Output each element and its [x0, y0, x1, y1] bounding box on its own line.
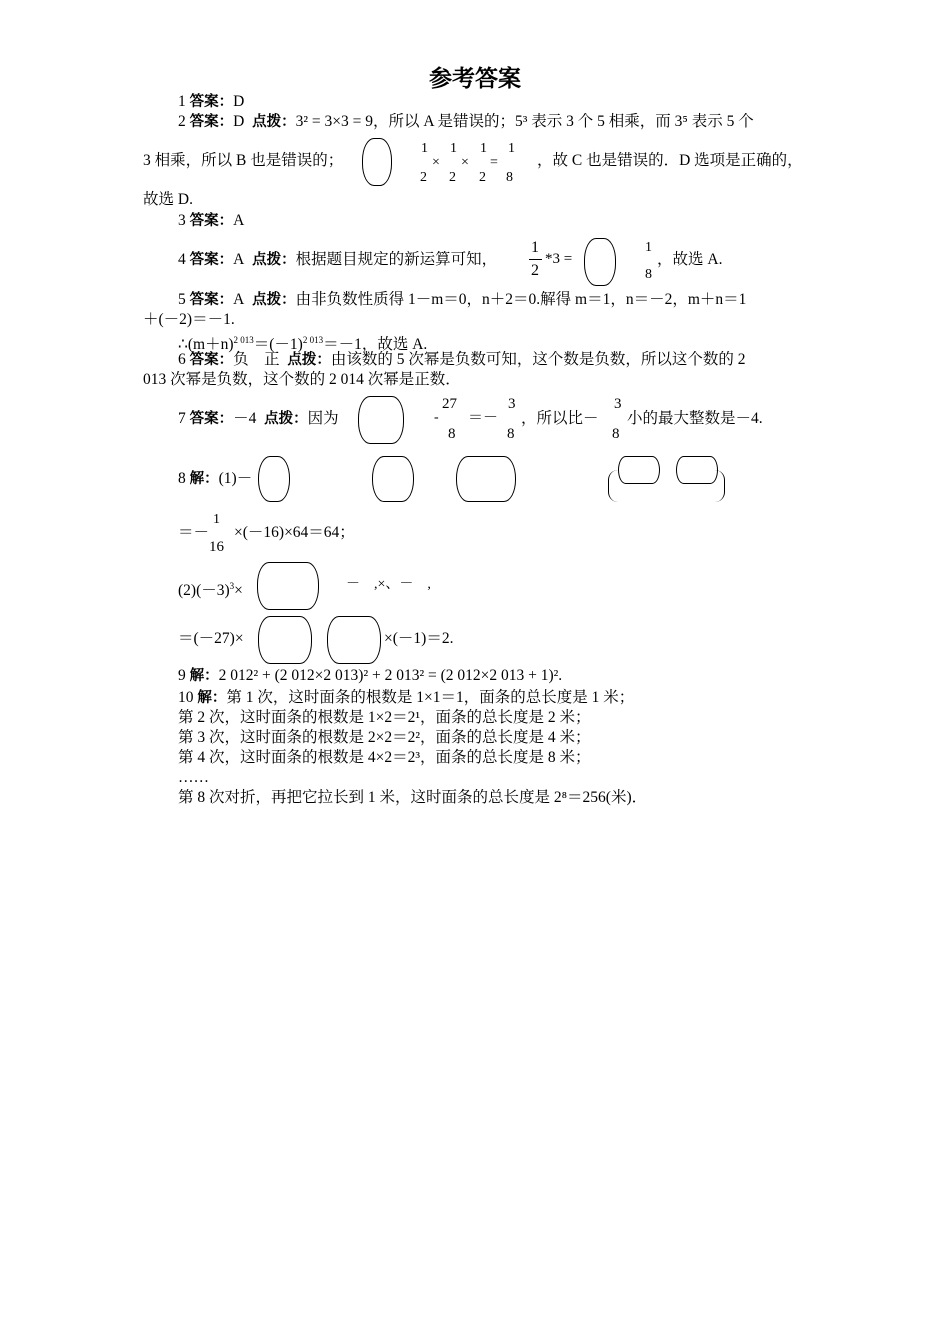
fraction-numerator: 1	[480, 141, 487, 156]
fraction-denominator: 16	[209, 539, 224, 555]
fraction-numerator: 1	[421, 141, 428, 156]
answer-5-line-2: ＋(－2)＝－1.	[143, 311, 235, 328]
answer-8-line-4b: ×(－1)＝2.	[384, 630, 454, 647]
bracket-shape	[258, 456, 290, 502]
bracket-shape	[372, 456, 414, 502]
answer-10-line-4: 第 4 次，这时面条的根数是 4×2＝2³，面条的总长度是 8 米；	[178, 749, 591, 766]
bracket-shape	[362, 138, 392, 186]
answer-3: 3 答案：A	[178, 212, 245, 229]
fraction-bar	[529, 259, 542, 260]
equals-sign: =	[490, 155, 498, 170]
answer-4-end: ，故选 A.	[657, 251, 723, 268]
answer-7-mid: ，所以比－	[521, 410, 599, 427]
times-sign: ×	[461, 155, 469, 170]
fraction-denominator: 8	[506, 170, 513, 185]
answer-1: 1 答案：D	[178, 93, 245, 110]
answer-2-line-2a: 3 相乘，所以 B 也是错误的；	[143, 152, 344, 169]
answer-10-line-3: 第 3 次，这时面条的根数是 2×2＝2²，面条的总长度是 4 米；	[178, 729, 591, 746]
answer-5-line-3: $\therefore(m+n)^{2 013}=(-1)^{2 013}=-1$，故选 A.	[178, 335, 428, 354]
fraction-numerator: 27	[442, 396, 457, 412]
answer-5-line-1: 5 答案：A 点拨：由非负数性质得 1－m＝0，n＋2＝0.解得 m＝1，n＝－2，m＋n＝1	[178, 291, 747, 308]
answer-4: 4 答案：A 点拨：根据题目规定的新运算可知，	[178, 251, 498, 268]
answer-2-line-2b: ，故 C 也是错误的．D 选项是正确的，	[537, 152, 803, 169]
answer-8-line-1: 8 解：(1)－	[178, 470, 253, 487]
answer-10-line-1: 10 解：第 1 次，这时面条的根数是 1×1＝1，面条的总长度是 1 米；	[178, 689, 635, 706]
bracket-shape	[456, 456, 516, 502]
bracket-shape	[257, 562, 319, 610]
fraction-numerator: 3	[508, 396, 516, 412]
answer-10-line-6: 第 8 次对折，再把它拉长到 1 米，这时面条的总长度是 2⁸＝256(米)．	[178, 789, 648, 806]
fraction-denominator: 2	[420, 170, 427, 185]
fraction-denominator: 8	[448, 426, 456, 442]
fraction-denominator: 8	[507, 426, 515, 442]
answer-8-line-4: ＝(－27)×	[178, 630, 244, 647]
bracket-shape	[327, 616, 381, 664]
equals-minus: ＝－	[468, 410, 499, 426]
answer-7: 7 答案：－4 点拨：因为	[178, 410, 339, 427]
fraction-denominator: 2	[479, 170, 486, 185]
answer-2-line-3: 故选 D.	[143, 191, 193, 208]
fraction-denominator: 2	[531, 262, 539, 279]
fraction-numerator: 1	[450, 141, 457, 156]
answer-6-line-1: 6 答案：负 正 点拨：由该数的 5 次幂是负数可知，这个数是负数，所以这个数的 2	[178, 351, 746, 368]
answer-8-line-3: $(2)(-3)^3\times$	[178, 581, 243, 600]
times-sign: ×	[432, 155, 440, 170]
page-title: 参考答案	[429, 66, 521, 92]
fraction-denominator: 2	[449, 170, 456, 185]
fraction-numerator: 1	[531, 239, 539, 256]
bracket-shape	[358, 396, 404, 444]
minus-sign: -	[434, 410, 439, 425]
bracket-shape	[584, 238, 616, 286]
answer-6-line-2: 013 次幂是负数，这个数的 2 014 次幂是正数．	[143, 371, 461, 388]
operator: *3 =	[545, 251, 573, 267]
answer-9: 9 解：2 012² + (2 012×2 013)² + 2 013² = (2 012×2 013 + 1)².	[178, 667, 563, 684]
answer-8-line-2b: ×(－16)×64＝64；	[234, 524, 355, 541]
expression-fragment: － ,×、－ ,	[346, 577, 431, 592]
answer-2-line-1: 2 答案：D 点拨：3² = 3×3 = 9，所以 A 是错误的；5³ 表示 3 个 5 相乘，而 3⁵ 表示 5 个	[178, 113, 754, 130]
bracket-shape	[618, 456, 660, 484]
fraction-denominator: 8	[645, 267, 652, 282]
fraction-numerator: 1	[508, 141, 515, 156]
fraction-denominator: 8	[612, 426, 620, 442]
answer-8-line-2: ＝－	[178, 524, 210, 541]
fraction-numerator: 1	[645, 240, 652, 255]
bracket-shape	[258, 616, 312, 664]
answer-10-line-5: ……	[178, 769, 209, 786]
fraction-numerator: 1	[213, 512, 220, 527]
answer-7-end: 小的最大整数是－4.	[627, 410, 763, 427]
fraction-numerator: 3	[614, 396, 622, 412]
bracket-shape	[608, 470, 619, 502]
answer-10-line-2: 第 2 次，这时面条的根数是 1×2＝2¹，面条的总长度是 2 米；	[178, 709, 591, 726]
bracket-shape	[676, 456, 718, 484]
